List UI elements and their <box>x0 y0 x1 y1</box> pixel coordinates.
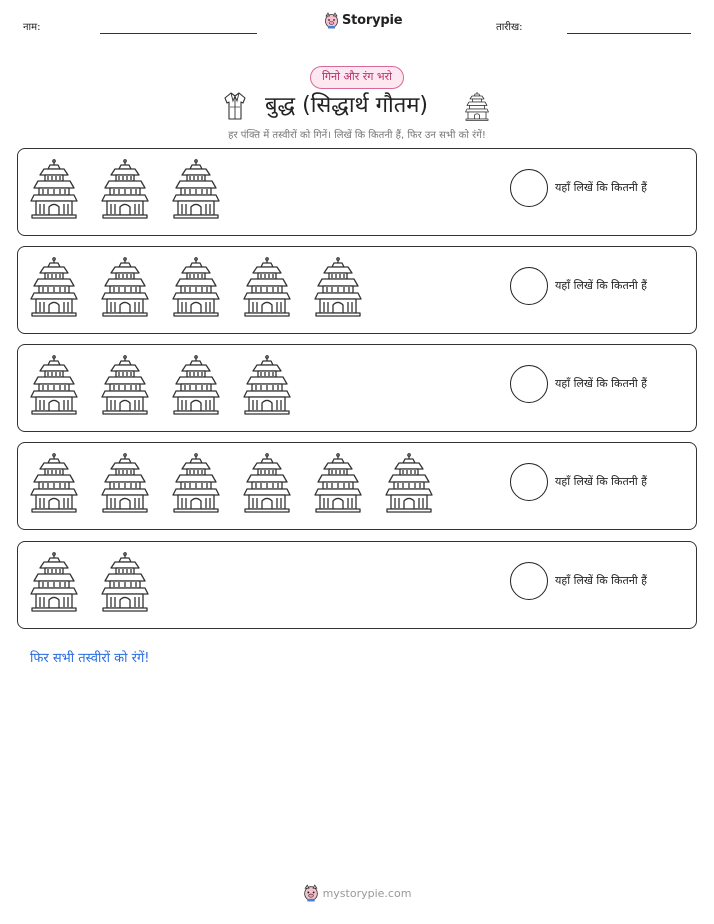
count-row <box>17 148 697 236</box>
activity-badge: गिनो और रंग भरो <box>310 66 404 89</box>
brand-name: Storypie <box>342 13 403 28</box>
answer-label: यहाँ लिखें कि कितनी हैं <box>555 181 648 194</box>
temple-icon[interactable] <box>385 453 433 513</box>
temple-icon[interactable] <box>172 257 220 317</box>
temple-icon[interactable] <box>243 355 291 415</box>
temple-icon[interactable] <box>101 453 149 513</box>
temple-icon[interactable] <box>30 257 78 317</box>
answer-label: यहाँ लिखें कि कितनी हैं <box>555 279 648 292</box>
temple-icon[interactable] <box>172 159 220 219</box>
count-row <box>17 246 697 334</box>
pig-mascot-icon <box>324 12 339 29</box>
temple-icon[interactable] <box>172 355 220 415</box>
worksheet-header <box>0 0 714 50</box>
temple-icon[interactable] <box>101 159 149 219</box>
answer-circle[interactable] <box>510 463 548 501</box>
answer-circle[interactable] <box>510 365 548 403</box>
brand-logo <box>324 12 402 29</box>
name-label: नाम: <box>23 22 41 33</box>
answer-label: यहाँ लिखें कि कितनी हैं <box>555 377 648 390</box>
name-line[interactable] <box>100 33 257 34</box>
temple-icon[interactable] <box>243 453 291 513</box>
footer-note: फिर सभी तस्वीरों को रंगें! <box>30 651 150 666</box>
title-block <box>222 88 492 124</box>
date-line[interactable] <box>567 33 691 34</box>
count-row <box>17 344 697 432</box>
answer-label: यहाँ लिखें कि कितनी हैं <box>555 574 648 587</box>
temple-icon[interactable] <box>30 159 78 219</box>
temple-icon[interactable] <box>172 453 220 513</box>
count-row <box>17 541 697 629</box>
temple-icon[interactable] <box>101 552 149 612</box>
temple-icon[interactable] <box>243 257 291 317</box>
temple-icon[interactable] <box>314 257 362 317</box>
page-title: बुद्ध (सिद्धार्थ गौतम) <box>265 93 428 118</box>
temple-icon[interactable] <box>314 453 362 513</box>
temple-icon[interactable] <box>30 355 78 415</box>
temple-icon[interactable] <box>101 355 149 415</box>
footer-url: mystorypie.com <box>322 886 412 900</box>
footer <box>0 884 714 902</box>
date-label: तारीख: <box>496 22 523 33</box>
robe-icon <box>222 91 248 121</box>
pig-mascot-icon <box>303 884 319 902</box>
temple-icon[interactable] <box>30 453 78 513</box>
answer-circle[interactable] <box>510 267 548 305</box>
temple-icon[interactable] <box>101 257 149 317</box>
answer-circle[interactable] <box>510 562 548 600</box>
answer-label: यहाँ लिखें कि कितनी हैं <box>555 475 648 488</box>
count-row <box>17 442 697 530</box>
temple-icon[interactable] <box>30 552 78 612</box>
answer-circle[interactable] <box>510 169 548 207</box>
temple-icon <box>465 91 489 121</box>
instructions: हर पंक्ति में तस्वीरों को गिनें। लिखें कि कितनी हैं, फिर उन सभी को रंगें! <box>228 130 486 141</box>
